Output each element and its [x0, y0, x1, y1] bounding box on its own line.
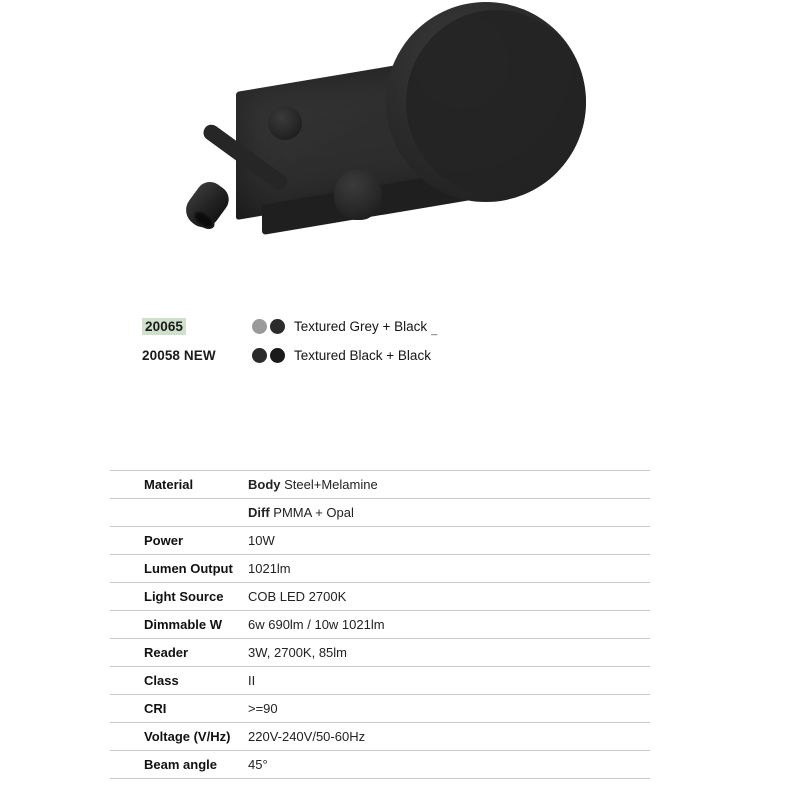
spec-value — [248, 527, 650, 555]
specification-table — [110, 470, 650, 779]
spec-label — [144, 499, 248, 527]
row-gutter — [110, 583, 144, 611]
row-gutter — [110, 611, 144, 639]
finish-swatches — [252, 348, 294, 363]
finish-swatches — [252, 319, 294, 334]
spec-value-text: PMMA + Opal — [273, 505, 354, 520]
table-row — [110, 751, 650, 779]
row-gutter — [110, 471, 144, 499]
finish-code — [142, 319, 252, 334]
table-row — [110, 527, 650, 555]
spec-value-text: II — [248, 673, 256, 688]
row-gutter — [110, 527, 144, 555]
spec-value — [248, 667, 650, 695]
finish-label: Textured Grey + Black — [294, 319, 428, 334]
row-gutter — [110, 499, 144, 527]
color-swatch-icon — [252, 319, 267, 334]
spec-value — [248, 583, 650, 611]
spec-label: CRI — [144, 695, 248, 723]
spec-value-text: >=90 — [248, 701, 278, 716]
finish-label: Textured Black + Black — [294, 348, 431, 363]
table-row — [110, 611, 650, 639]
spec-value-text: 1021lm — [248, 561, 291, 576]
spec-value — [248, 639, 650, 667]
finish-code — [142, 348, 252, 363]
spec-value-text: 10W — [248, 533, 275, 548]
finish-options — [142, 312, 662, 370]
color-swatch-icon — [252, 348, 267, 363]
spec-value-text: 220V-240V/50-60Hz — [248, 729, 366, 744]
table-row — [110, 695, 650, 723]
spec-value-text: COB LED 2700K — [248, 589, 347, 604]
finish-row — [142, 341, 662, 370]
row-gutter — [110, 667, 144, 695]
lamp-knob — [334, 170, 382, 220]
spec-label: Beam angle — [144, 751, 248, 779]
color-swatch-icon — [270, 348, 285, 363]
spec-value-strong: Diff — [248, 505, 270, 520]
row-gutter — [110, 751, 144, 779]
reading-light-joint — [268, 106, 302, 140]
finish-row — [142, 312, 662, 341]
spec-value — [248, 555, 650, 583]
spec-label: Lumen Output — [144, 555, 248, 583]
table-row — [110, 723, 650, 751]
product-image — [0, 0, 800, 290]
row-gutter — [110, 723, 144, 751]
table-row — [110, 667, 650, 695]
row-gutter — [110, 555, 144, 583]
spec-label: Material — [144, 471, 248, 499]
spec-value-text: 45° — [248, 757, 268, 772]
spec-value-text: 6w 690lm / 10w 1021lm — [248, 617, 385, 632]
spec-value — [248, 471, 650, 499]
finish-code-text: 20058 NEW — [142, 348, 216, 363]
spec-label: Light Source — [144, 583, 248, 611]
spec-value-text: 3W, 2700K, 85lm — [248, 645, 347, 660]
spec-label: Power — [144, 527, 248, 555]
spec-value — [248, 695, 650, 723]
table-row — [110, 639, 650, 667]
spec-label: Voltage (V/Hz) — [144, 723, 248, 751]
table-row — [110, 499, 650, 527]
color-swatch-icon — [270, 319, 285, 334]
spec-value — [248, 611, 650, 639]
spec-label: Reader — [144, 639, 248, 667]
spec-value — [248, 751, 650, 779]
spec-value — [248, 723, 650, 751]
table-row — [110, 583, 650, 611]
lamp-diffuser-rim — [406, 10, 586, 195]
table-row — [110, 471, 650, 499]
row-gutter — [110, 695, 144, 723]
spec-value-text: Steel+Melamine — [284, 477, 378, 492]
spec-value — [248, 499, 650, 527]
finish-code-text: 20065 — [142, 318, 186, 335]
row-gutter — [110, 639, 144, 667]
spec-value-strong: Body — [248, 477, 281, 492]
finish-note: _ — [431, 323, 438, 336]
spec-label: Dimmable W — [144, 611, 248, 639]
spec-label: Class — [144, 667, 248, 695]
table-row — [110, 555, 650, 583]
